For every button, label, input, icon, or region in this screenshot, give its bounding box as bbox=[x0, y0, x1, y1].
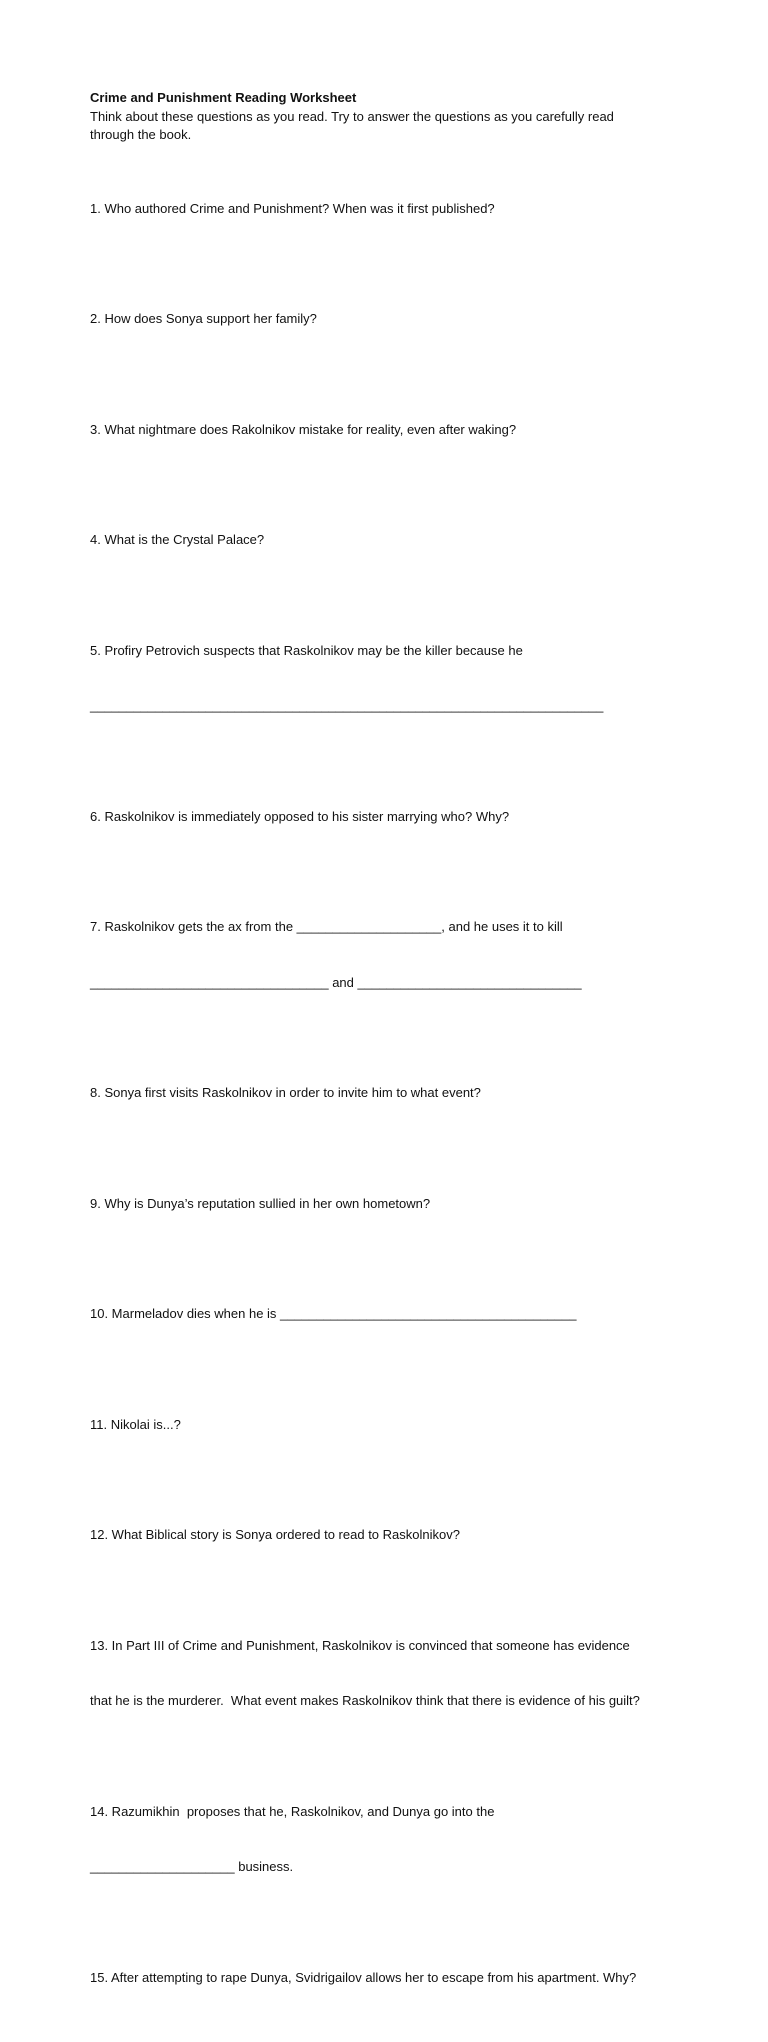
question-2 bbox=[90, 273, 750, 366]
question-8 bbox=[90, 1047, 750, 1140]
question-line: 1. Who authored Crime and Punishment? When was it first published? bbox=[90, 200, 495, 216]
intro-line: Think about these questions as you read. Try to answer the questions as you carefully read bbox=[90, 108, 614, 124]
question-line: 10. Marmeladov dies when he is _________________________________________ bbox=[90, 1306, 577, 1321]
question-list bbox=[90, 163, 750, 2025]
question-line: 15. After attempting to rape Dunya, Svidrigailov allows her to escape from his apartment. Why? bbox=[90, 1969, 637, 1985]
question-line: 11. Nikolai is...? bbox=[90, 1416, 181, 1432]
question-15 bbox=[90, 1932, 750, 2025]
question-line: ____________________ business. bbox=[90, 1859, 294, 1874]
question-line: 7. Raskolnikov gets the ax from the ____________________, and he uses it to kill bbox=[90, 919, 563, 934]
question-4 bbox=[90, 494, 750, 587]
question-line: 13. In Part III of Crime and Punishment, Raskolnikov is convinced that someone has evidence bbox=[90, 1637, 630, 1653]
question-line: 5. Profiry Petrovich suspects that Raskolnikov may be the killer because he bbox=[90, 642, 523, 658]
question-3 bbox=[90, 384, 750, 477]
worksheet-intro bbox=[90, 108, 750, 145]
question-line: 6. Raskolnikov is immediately opposed to his sister marrying who? Why? bbox=[90, 808, 510, 824]
question-14 bbox=[90, 1766, 750, 1914]
question-10 bbox=[90, 1268, 750, 1361]
question-5 bbox=[90, 605, 750, 753]
question-line: 2. How does Sonya support her family? bbox=[90, 311, 317, 326]
question-13 bbox=[90, 1600, 750, 1748]
question-1 bbox=[90, 163, 750, 256]
question-line: 9. Why is Dunya’s reputation sullied in her own hometown? bbox=[90, 1195, 431, 1211]
question-line: 8. Sonya first visits Raskolnikov in order to invite him to what event? bbox=[90, 1085, 481, 1100]
answer-blank-line: _______________________________________________________________________ bbox=[90, 698, 604, 713]
question-6 bbox=[90, 771, 750, 864]
question-line: 12. What Biblical story is Sonya ordered to read to Raskolnikov? bbox=[90, 1527, 460, 1542]
worksheet-page bbox=[90, 89, 750, 2042]
question-line: that he is the murderer. What event makes Raskolnikov think that there is evidence of his guilt? bbox=[90, 1693, 640, 1708]
intro-line: through the book. bbox=[90, 127, 192, 142]
question-line: 4. What is the Crystal Palace? bbox=[90, 532, 265, 547]
question-9 bbox=[90, 1158, 750, 1251]
question-11 bbox=[90, 1379, 750, 1472]
question-12 bbox=[90, 1489, 750, 1582]
question-line: 14. Razumikhin proposes that he, Raskolnikov, and Dunya go into the bbox=[90, 1803, 495, 1819]
question-line: 3. What nightmare does Rakolnikov mistake for reality, even after waking? bbox=[90, 421, 517, 437]
question-7 bbox=[90, 881, 750, 1029]
worksheet-title: Crime and Punishment Reading Worksheet bbox=[90, 90, 357, 105]
answer-blank-line: _________________________________ and _______________________________ bbox=[90, 974, 582, 990]
